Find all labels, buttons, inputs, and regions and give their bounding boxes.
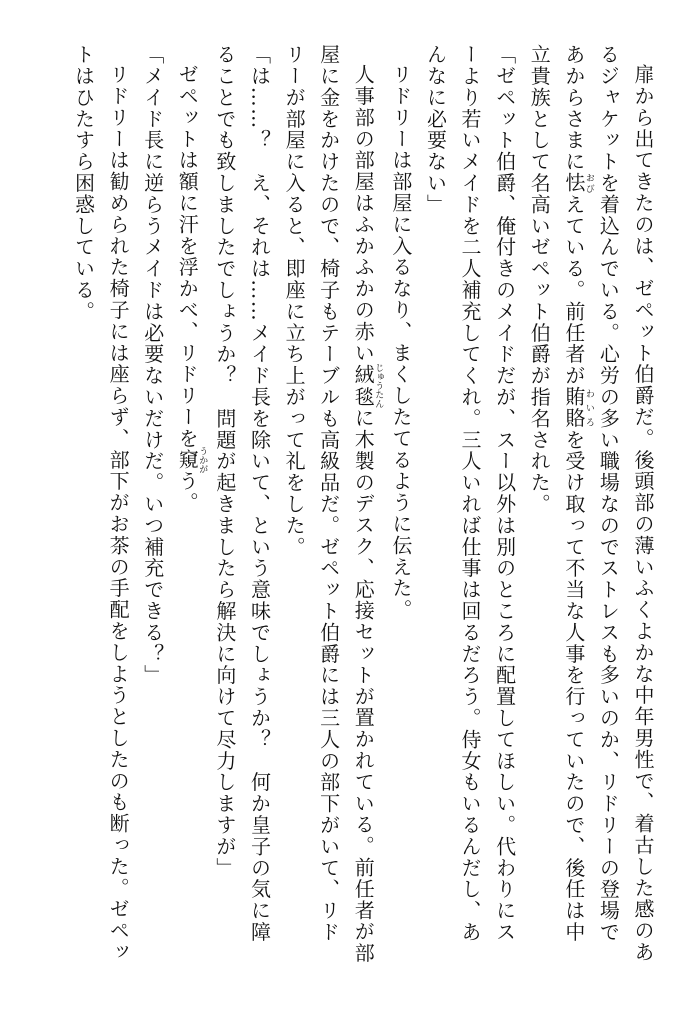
paragraph-7-dialogue: 「メイド長に逆らうメイドは必要ないだけだ。いつ補充できる？」 bbox=[140, 44, 165, 686]
paragraph-6: ゼペットは額に汗を浮かべ、リドリーを窺うかがう。 bbox=[175, 64, 208, 514]
paragraph-1: 扉から出てきたのは、ゼペット伯爵だ。後頭部の薄いふくよかな中年男性で、着古した感のあるジャケットを着込んでいる。心労の多い職場なのでストレスも多いのか、リドリーの登場であからさまに怯おびえている。前任者が賄賂わいろを受け取って不当な人事を行っていたので、後任は中立貴族として名高いゼペット伯爵が指名された。 bbox=[527, 44, 655, 963]
ruby-obie: 怯おび bbox=[561, 172, 594, 194]
paragraph-2-dialogue: 「ゼペット伯爵、俺付きのメイドだが、スー以外は別のところに配置してほしい。代わりにスーより若いメイドを二人補充してくれ。三人いれば仕事は回るだろう。侍女もいるんだし、あんなに必要ない」 bbox=[423, 44, 517, 943]
paragraph-4: 人事部の部屋はふかふかの赤い絨毯じゅうたんに木製のデスク、応接セットが置かれている。前任者が部屋に金をかけたので、椅子もテーブルも高級品だ。ゼペット伯爵には三人の部下がいて、リドリーが部屋に入ると、即座に立ち上がって礼をした。 bbox=[282, 44, 384, 964]
ruby-ukaga: 窺うかが bbox=[175, 446, 208, 474]
paragraph-5-dialogue: 「は……？ え、それは……メイド長を除いて、という意味でしょうか？ 何か皇子の気に障ることでも致しましたでしょうか？ 問題が起きましたら解決に向けて尽力しますが」 bbox=[212, 44, 272, 943]
ruby-wairo: 賄賂わいろ bbox=[561, 386, 594, 430]
paragraph-8: リドリーは勧められた椅子には座らず、部下がお茶の手配をしようとしたのも断った。ゼペットはひたすら困惑している。 bbox=[71, 44, 131, 963]
paragraph-3: リドリーは部屋に入るなり、まくしたてるように伝えた。 bbox=[388, 64, 413, 621]
vertical-text-body bbox=[66, 44, 660, 964]
ruby-juutan: 絨毯じゅうたん bbox=[351, 363, 384, 409]
